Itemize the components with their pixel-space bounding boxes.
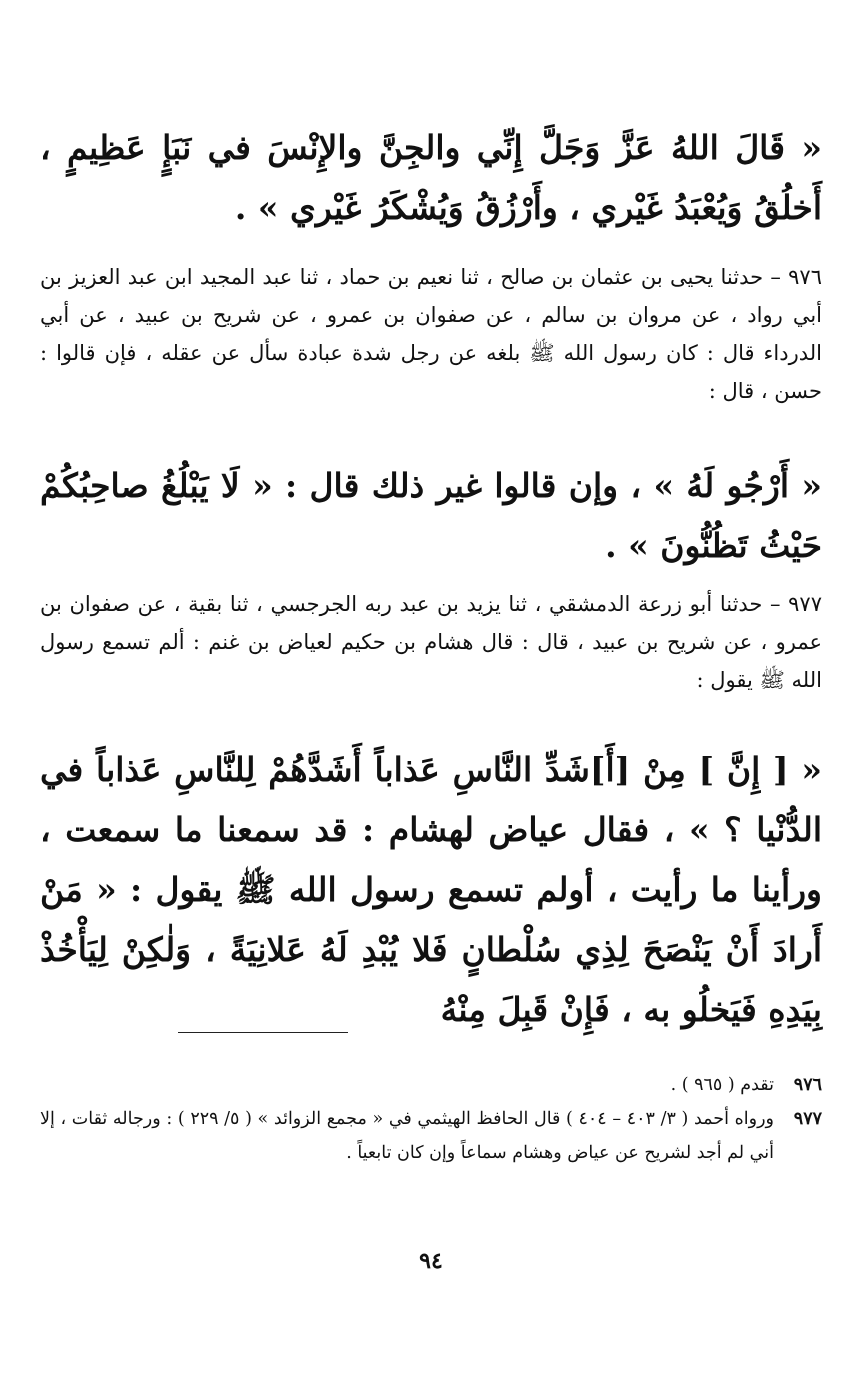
footnote-977 bbox=[40, 1102, 822, 1170]
footnote-number: ٩٧٧ bbox=[793, 1109, 822, 1129]
page-number: ٩٤ bbox=[419, 1248, 443, 1274]
hadith-976-isnad: ٩٧٦ – حدثنا يحيى بن عثمان بن صالح ، ثنا نعيم بن حماد ، ثنا عبد المجيد ابن عبد العزيز بن أبي رواد ، عن مروان بن سالم ، عن صفوان بن عمرو ، عن شريح بن عبيد ، عن أبي الدرداء قال : كان رسول الله ﷺ بلغه عن رجل شدة عبادة سأل عن عقله ، فإن قالوا : حسن ، قال : bbox=[40, 265, 822, 403]
footnote-text: تقدم ( ٩٦٥ ) . bbox=[670, 1075, 774, 1095]
footnote-976 bbox=[40, 1068, 822, 1102]
footnote-number: ٩٧٦ bbox=[793, 1075, 822, 1095]
footnotes bbox=[40, 1068, 822, 1170]
footnote-divider bbox=[178, 1032, 348, 1033]
footnote-text: ورواه أحمد ( ٣/ ٤٠٣ – ٤٠٤ ) قال الحافظ الهيثمي في « مجمع الزوائد » ( ٥/ ٢٢٩ ) : ورجاله ثقات ، إلا أني لم أجد لشريح عن عياض وهشام سماعاً وإن كان تابعياً . bbox=[40, 1109, 774, 1163]
hadith-975-ending-text: « قَالَ اللهُ عَزَّ وَجَلَّ إِنِّي والجِنَّ والإِنْسَ في نَبَإٍ عَظِيمٍ ، أَخلُقُ وَيُعْبَدُ غَيْري ، وأَرْزُقُ وَيُشْكَرُ غَيْري » . bbox=[40, 128, 822, 227]
hadith-977-isnad: ٩٧٧ – حدثنا أبو زرعة الدمشقي ، ثنا يزيد بن عبد ربه الجرجسي ، ثنا بقية ، عن صفوان بن عمرو ، عن شريح بن عبيد ، قال : قال هشام بن حكيم لعياض بن غنم : ألم تسمع رسول الله ﷺ يقول : bbox=[40, 592, 822, 692]
hadith-977-matn: « [ إِنَّ ] مِنْ [أَ]شَدِّ النَّاسِ عَذاباً أَشَدَّهُمْ لِلنَّاسِ عَذاباً في الدُّنْيا ؟ » ، فقال عياض لهشام : قد سمعنا ما سمعت ، ورأينا ما رأيت ، أولم تسمع رسول الله ﷺ يقول : « مَنْ أَرادَ أَنْ يَنْصَحَ لِذِي سُلْطانٍ فَلا يُبْدِ لَهُ عَلانِيَةً ، وَلٰكِنْ لِيَأْخُذْ بِيَدِهِ فَيَخلُو به ، فَإِنْ قَبِلَ مِنْهُ bbox=[40, 750, 822, 1029]
book-page bbox=[40, 0, 822, 1376]
hadith-976-matn: « أَرْجُو لَهُ » ، وإن قالوا غير ذلك قال : « لَا يَبْلُغُ صاحِبُكُمْ حَيْثُ تَظُنُّونَ » . bbox=[40, 466, 822, 565]
